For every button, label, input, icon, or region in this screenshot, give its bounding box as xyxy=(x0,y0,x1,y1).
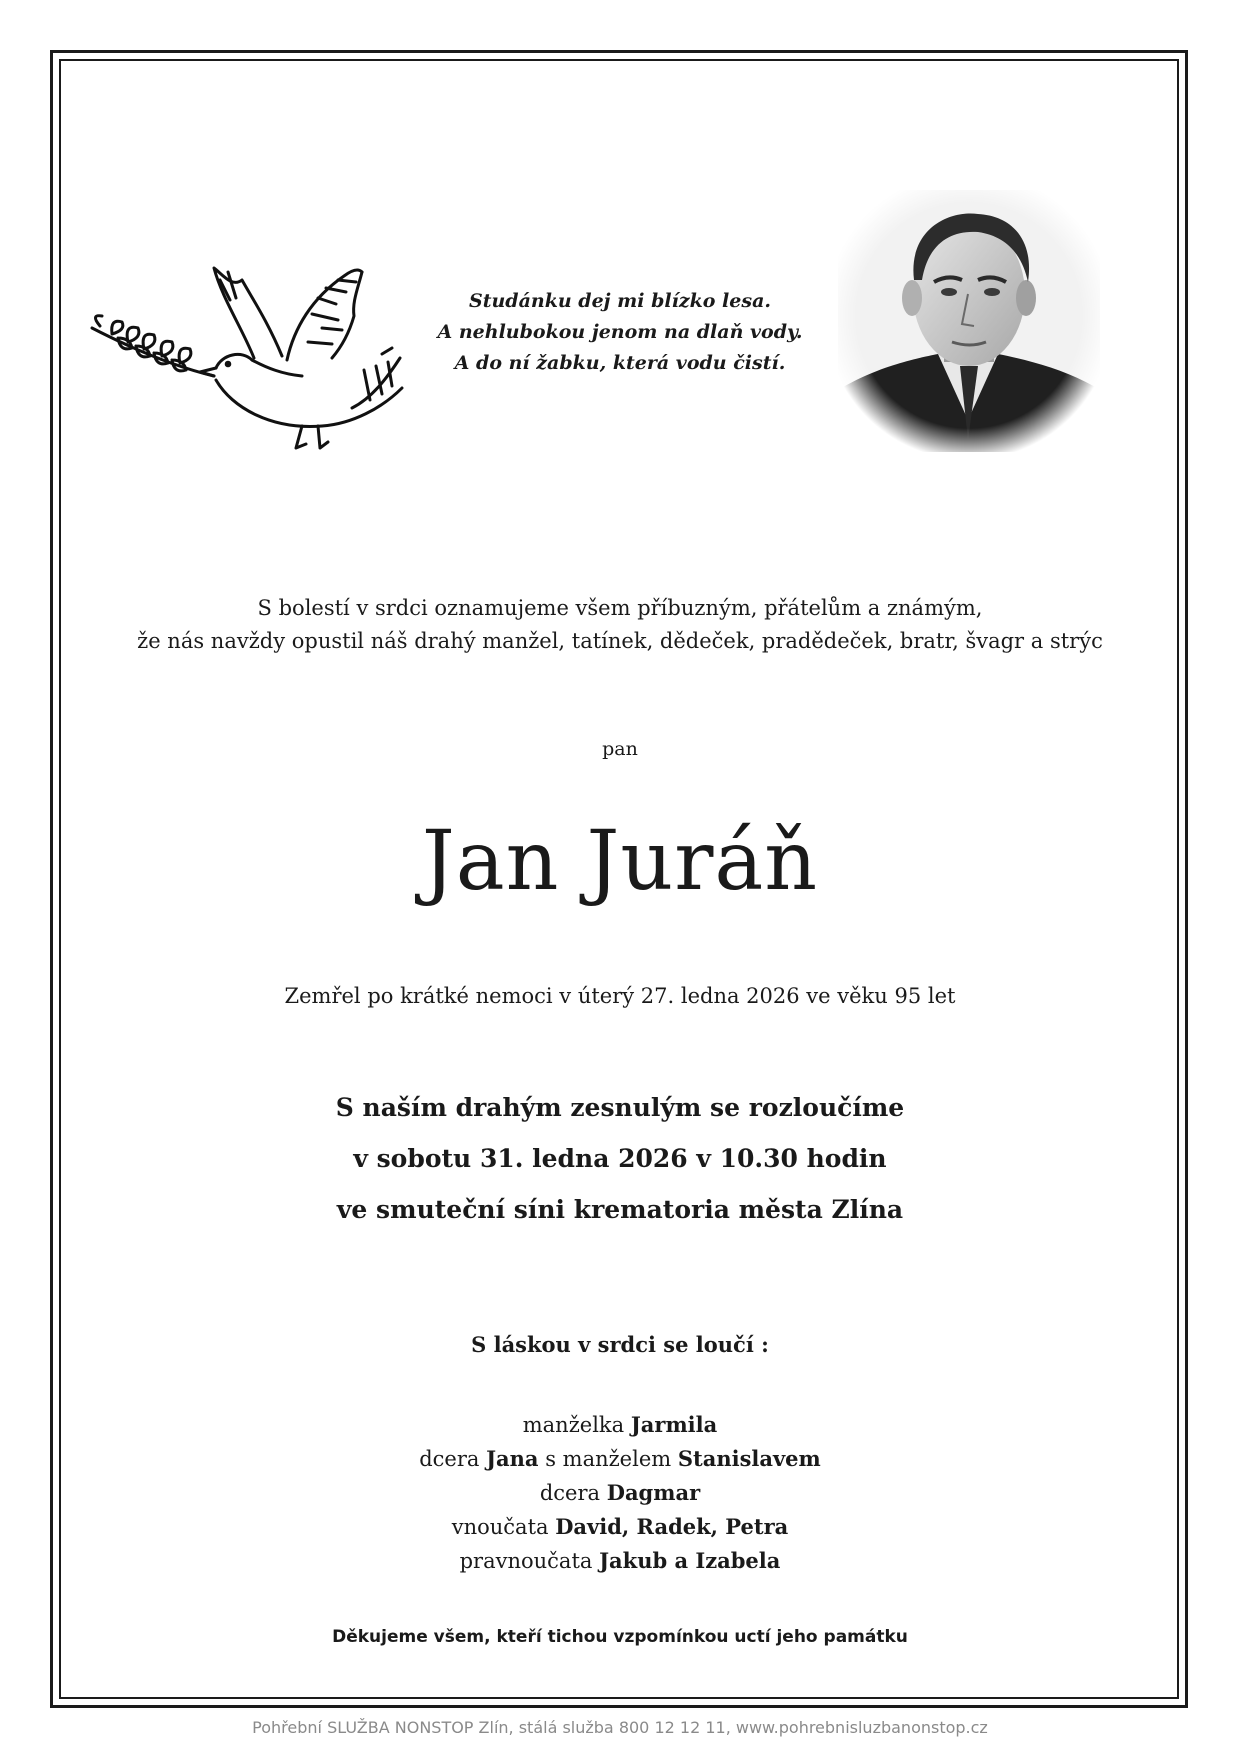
mourners-list xyxy=(0,1408,1240,1578)
portrait-photo xyxy=(838,190,1100,452)
farewell-line: S naším drahým zesnulým se rozloučíme xyxy=(335,1093,905,1122)
mourners-heading: S láskou v srdci se loučí : xyxy=(471,1332,769,1357)
dove-with-olive-branch-icon xyxy=(82,258,417,470)
farewell-line: v sobotu 31. ledna 2026 v 10.30 hodin xyxy=(353,1144,887,1173)
mourner-daughter-1: dcera Jana s manželem Stanislavem xyxy=(419,1446,821,1471)
poem-line: Studánku dej mi blízko lesa. xyxy=(468,290,771,312)
mourner-grandchildren: vnoučata David, Radek, Petra xyxy=(451,1514,789,1539)
mourner-great-grandchildren: pravnoučata Jakub a Izabela xyxy=(459,1548,781,1573)
honorific: pan xyxy=(602,738,638,760)
poem-line: A nehlubokou jenom na dlaň vody. xyxy=(437,321,803,343)
death-notice: Zemřel po krátké nemoci v úterý 27. ledna 2026 ve věku 95 let xyxy=(284,984,956,1008)
poem-quote xyxy=(400,286,840,379)
thanks-text: Děkujeme všem, kteří tichou vzpomínkou uctí jeho památku xyxy=(332,1627,908,1647)
announcement-text xyxy=(0,592,1240,658)
announcement-line: že nás navždy opustil náš drahý manžel, tatínek, dědeček, pradědeček, bratr, švagr a strýc xyxy=(137,629,1103,653)
announcement-line: S bolestí v srdci oznamujeme všem příbuzným, přátelům a známým, xyxy=(257,596,983,620)
farewell-line: ve smuteční síni krematoria města Zlína xyxy=(336,1195,904,1224)
footer-contact: Pohřební SLUŽBA NONSTOP Zlín, stálá služba 800 12 12 11, www.pohrebnisluzbanonstop.cz xyxy=(252,1718,988,1737)
poem-line: A do ní žabku, která vodu čistí. xyxy=(454,352,786,374)
mourner-daughter-2: dcera Dagmar xyxy=(539,1480,701,1505)
deceased-name: Jan Juráň xyxy=(421,814,819,909)
mourner-wife: manželka Jarmila xyxy=(522,1412,718,1437)
farewell-details xyxy=(0,1082,1240,1235)
